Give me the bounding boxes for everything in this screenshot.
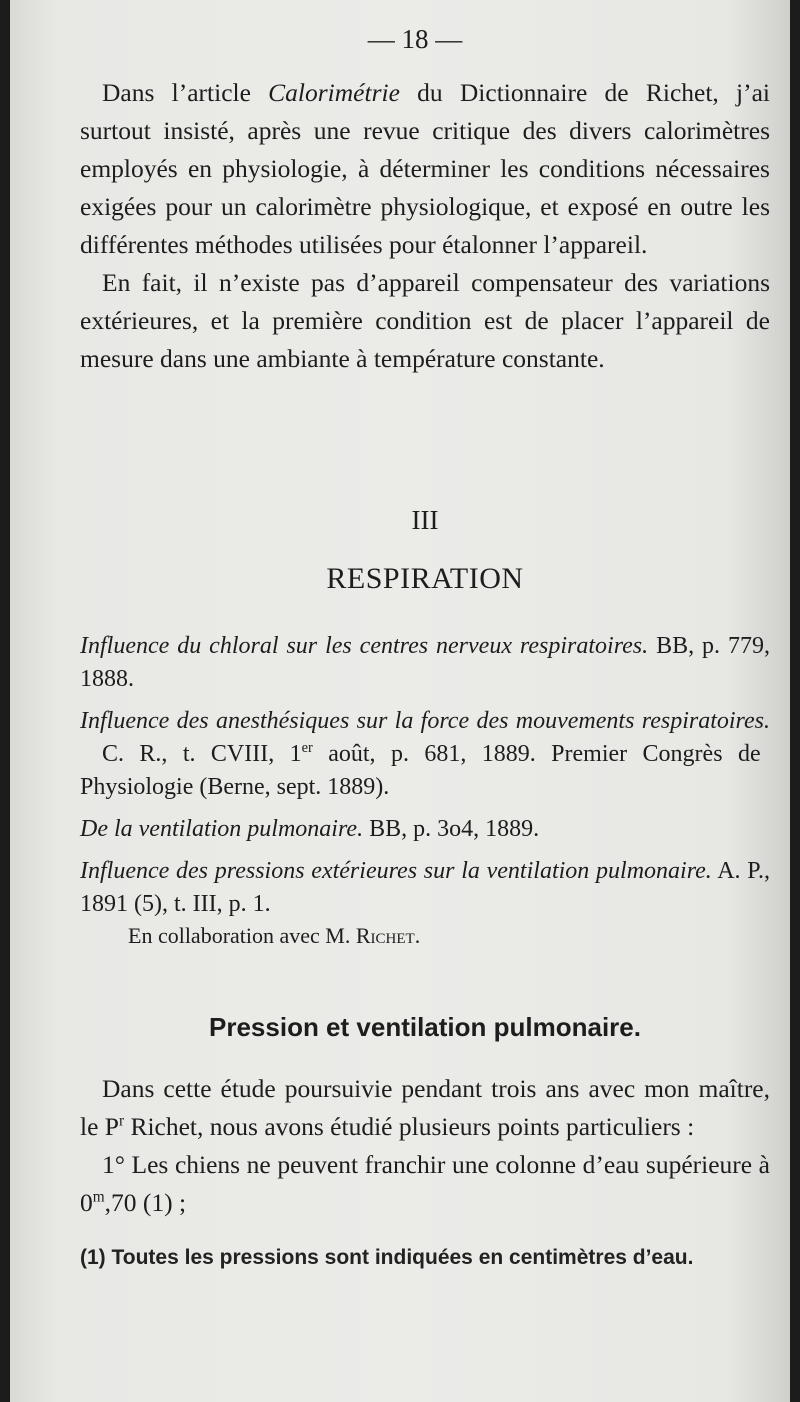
bibliography	[80, 630, 770, 949]
paragraph-4: 1° Les chiens ne peuvent franchir une colonne d’eau supérieure à 0$^m$,70 (1) ;	[80, 1150, 770, 1217]
article-title: Calorimétrie	[268, 78, 400, 107]
subsection-title: Pression et ventilation pulmonaire.	[209, 1012, 641, 1042]
page	[10, 0, 790, 1402]
bib-entry-4: Influence des pressions extérieures sur la ventilation pulmonaire. A. P., 1891 (5), t. III, p. 1.	[80, 858, 770, 917]
intro-text	[80, 74, 770, 378]
paragraph-1: Dans l’article Calorimétrie du Dictionnaire de Richet, j’ai surtout insisté, après une revue critique des divers calorimètres employés en physiologie, à déterminer les conditions nécessaires exigées pour un calorimètre physiologique, et exposé en outre les différentes méthodes utilisées pour étalonner l’appareil.	[80, 78, 771, 259]
bib-entry-1: Influence du chloral sur les centres nerveux respiratoires. BB, p. 779, 1888.	[80, 633, 771, 692]
page-number: — 18 —	[367, 24, 463, 54]
paragraph-3: Dans cette étude poursuivie pendant trois ans avec mon maître, le $P^r$ Richet, nous avons étudié plusieurs points particuliers :	[80, 1074, 770, 1141]
study-text	[80, 1070, 770, 1222]
bib-entry-3: De la ventilation pulmonaire. BB, p. 3o4, 1889.	[80, 816, 540, 842]
footnote: (1) Toutes les pressions sont indiquées en centimètres d’eau.	[80, 1246, 694, 1269]
collaboration-note: En collaboration avec M. Richet.	[128, 923, 421, 948]
paragraph-2: En fait, il n’existe pas d’appareil compensateur des variations extérieures, et la première condition est de placer l’appareil de mesure dans une ambiante à température constante.	[80, 268, 770, 373]
bib-entry-2: Influence des anesthésiques sur la force des mouvements respiratoires. C. R., t. CVIII, 1er août, p. 681, 1889. Premier Congrès de Physiologie (Berne, sept. 1889).	[80, 708, 770, 800]
section-number: III	[411, 505, 439, 535]
section-title: RESPIRATION	[326, 562, 524, 595]
